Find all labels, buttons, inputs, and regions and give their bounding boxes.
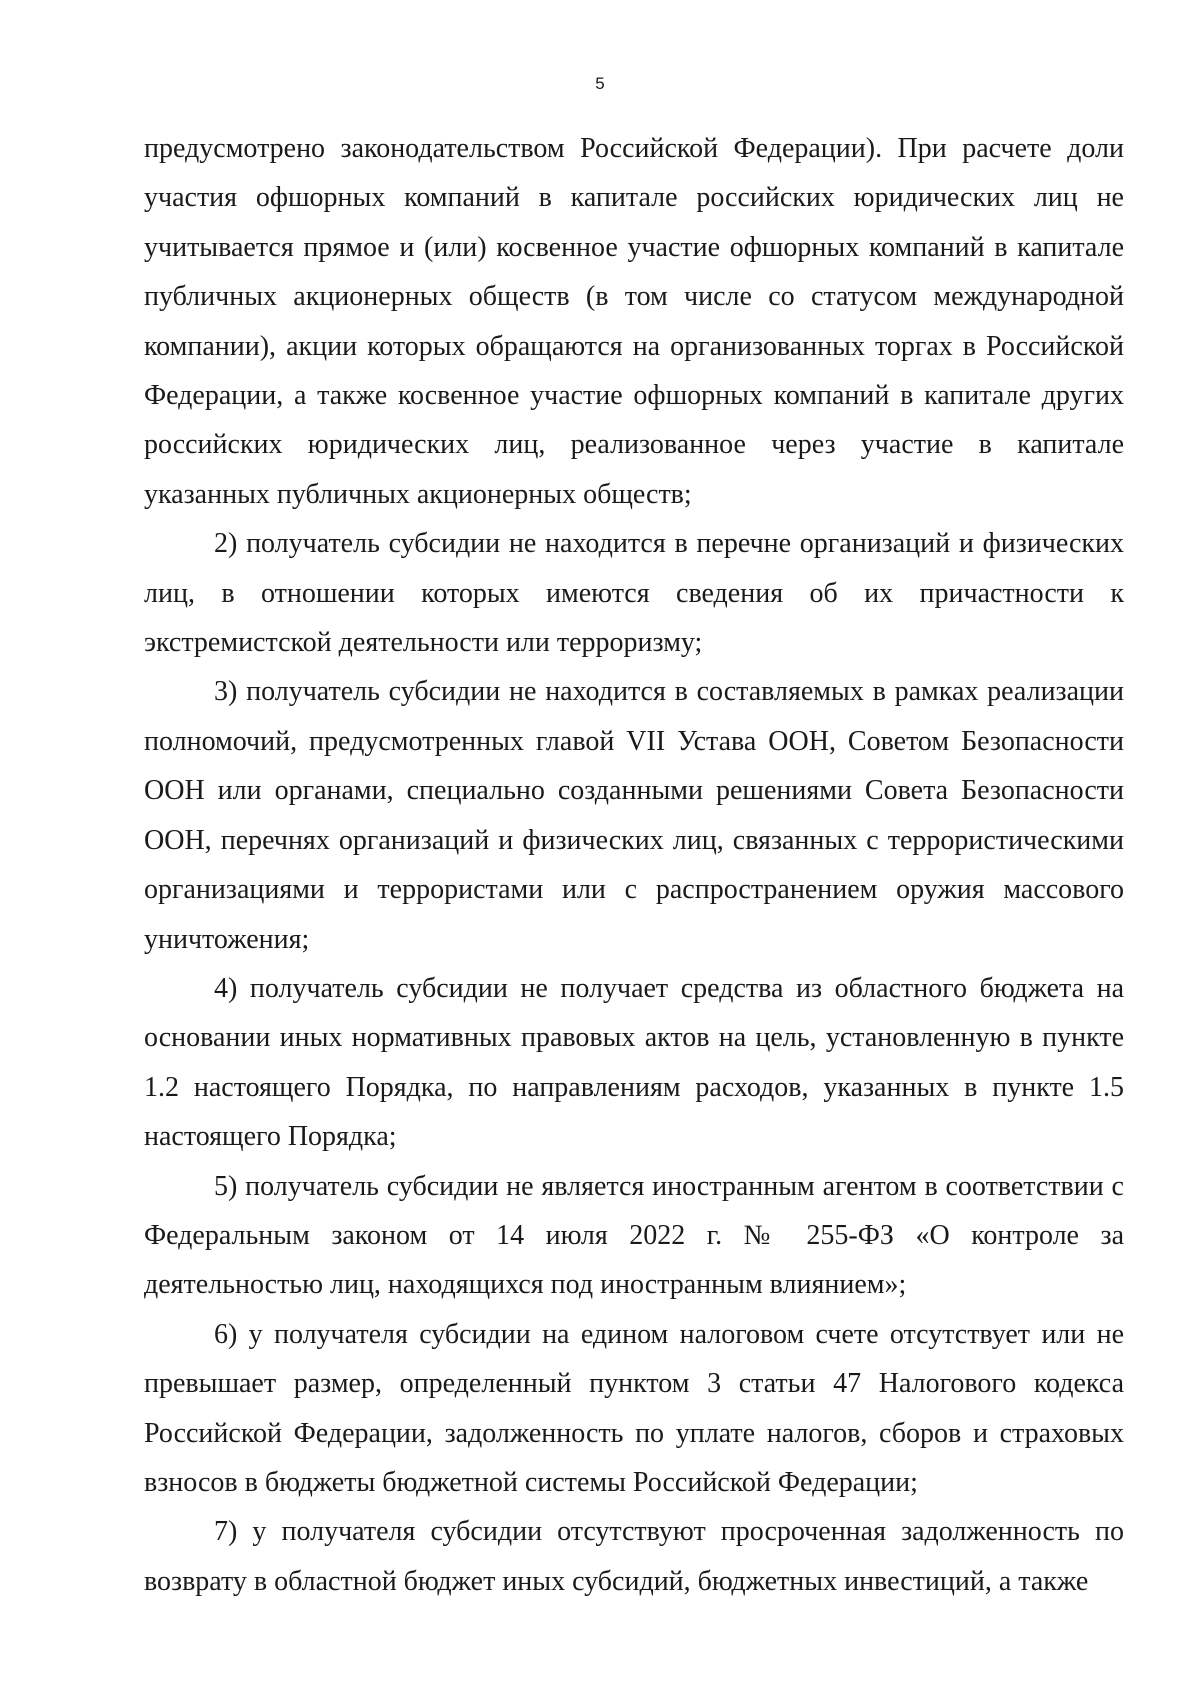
paragraph-item-6: 6) у получателя субсидии на едином налоговом счете отсутствует или не превышает размер, определенный пунктом 3 статьи 47 Налогового кодекса Российской Федерации, задолженность по уплате налогов, сборов и страховых взносов в бюджеты бюджетной системы Российской Федерации; <box>144 1318 1124 1498</box>
paragraph-item-5: 5) получатель субсидии не является иностранным агентом в соответствии с Федеральным законом от 14 июля 2022 г. № 255-ФЗ «О контроле за деятельностью лиц, находящихся под иностранным влиянием»; <box>144 1170 1124 1301</box>
document-body <box>144 124 1124 1606</box>
paragraph-item-2: 2) получатель субсидии не находится в перечне организаций и физических лиц, в отношении которых имеются сведения об их причастности к экстремистской деятельности или терроризму; <box>144 528 1124 659</box>
paragraph-item-4: 4) получатель субсидии не получает средства из областного бюджета на основании иных нормативных правовых актов на цель, установленную в пункте 1.2 настоящего Порядка, по направлениям расходов, указанных в пункте 1.5 настоящего Порядка; <box>144 972 1124 1153</box>
paragraph-continuation: предусмотрено законодательством Российской Федерации). При расчете доли участия офшорных компаний в капитале российских юридических лиц не учитывается прямое и (или) косвенное участие офшорных компаний в капитале публичных акционерных обществ (в том числе со статусом международной компании), акции которых обращаются на организованных торгах в Российской Федерации, а также косвенное участие офшорных компаний в капитале других российских юридических лиц, реализованное через участие в капитале указанных публичных акционерных обществ; <box>144 133 1124 510</box>
paragraph-item-3: 3) получатель субсидии не находится в составляемых в рамках реализации полномочий, предусмотренных главой VII Устава ООН, Советом Безопасности ООН или органами, специально созданными решениями Совета Безопасности ООН, перечнях организаций и физических лиц, связанных с террористическими организациями и террористами или с распространением оружия массового уничтожения; <box>144 676 1124 955</box>
paragraph-item-7: 7) у получателя субсидии отсутствуют просроченная задолженность по возврату в областной бюджет иных субсидий, бюджетных инвестиций, а также <box>144 1516 1124 1597</box>
page-number: 5 <box>595 74 605 93</box>
